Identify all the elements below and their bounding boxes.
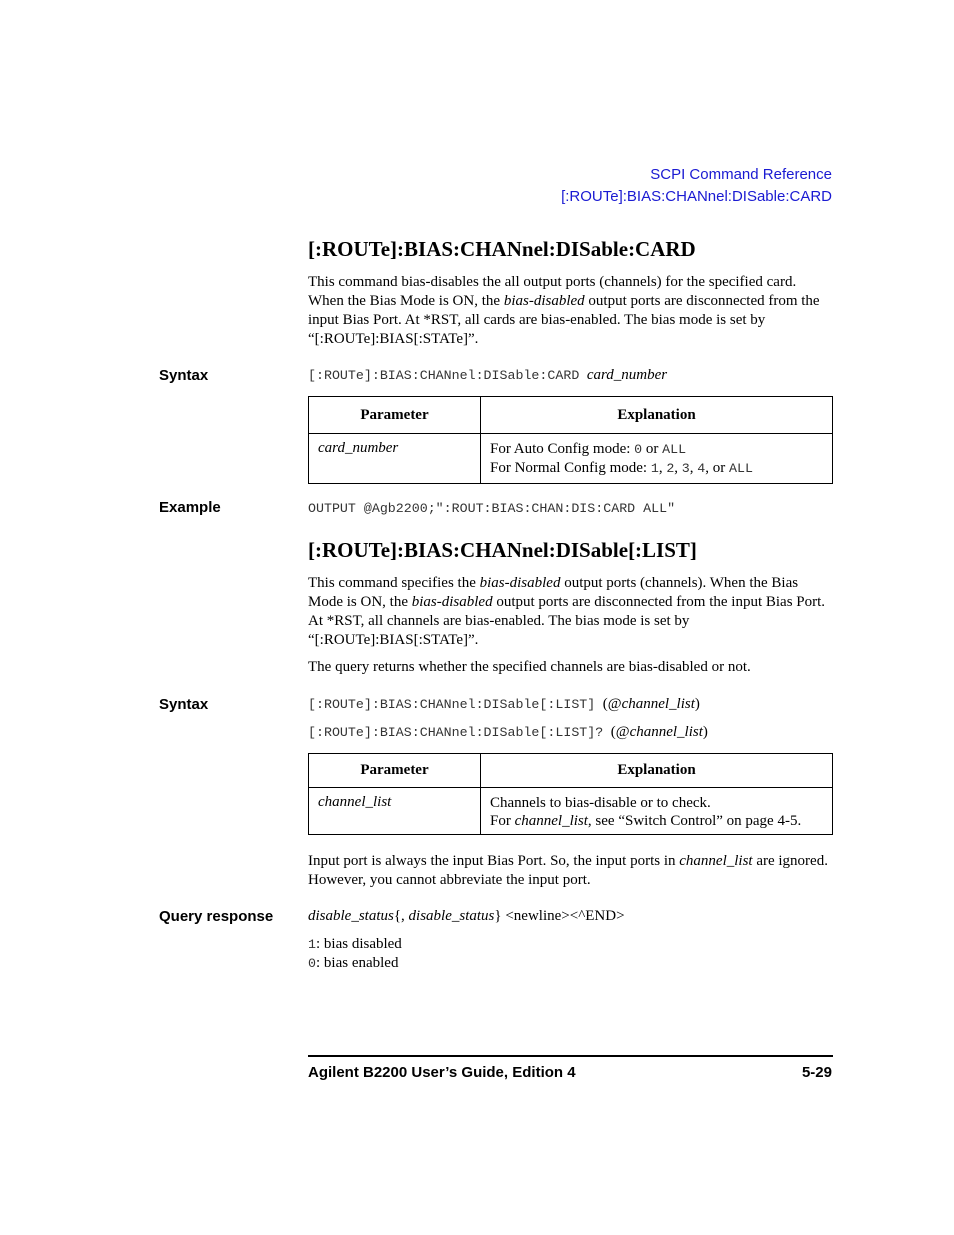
parameter-table-card xyxy=(308,396,833,484)
syntax-label: Syntax xyxy=(159,696,209,713)
footer-title: Agilent B2200 User’s Guide, Edition 4 xyxy=(308,1064,576,1081)
desc-emphasis: bias-disabled xyxy=(479,575,561,591)
text: For Auto Config mode: xyxy=(490,441,635,457)
text-emphasis: disable_status xyxy=(308,908,394,924)
input-port-note xyxy=(308,852,833,890)
table-header-explanation: Explanation xyxy=(481,754,833,788)
table-cell-parameter xyxy=(309,434,481,484)
text: } <newline><^END> xyxy=(494,908,625,924)
text-emphasis: channel_list xyxy=(514,813,588,829)
text: (@ xyxy=(610,724,630,740)
syntax-line-set xyxy=(308,696,700,713)
table-header-explanation: Explanation xyxy=(481,397,833,434)
example-code: OUTPUT @Agb2200;":ROUT:BIAS:CHAN:DIS:CARD ALL" xyxy=(308,501,676,516)
text: , xyxy=(689,460,698,476)
value-code: 1 xyxy=(650,461,659,476)
explanation-line: Channels to bias-disable or to check. xyxy=(490,795,711,811)
text: For xyxy=(490,813,515,829)
syntax-command: [:ROUTe]:BIAS:CHANnel:DISable[:LIST] xyxy=(308,697,596,712)
normal-config-line xyxy=(490,459,823,478)
footer-rule xyxy=(308,1055,833,1057)
desc-emphasis: bias-disabled xyxy=(503,293,585,309)
value-code: 4 xyxy=(697,461,706,476)
text: , xyxy=(658,460,667,476)
running-header-section: SCPI Command Reference xyxy=(650,166,832,183)
query-response-format xyxy=(308,908,625,925)
syntax-command: [:ROUTe]:BIAS:CHANnel:DISable[:LIST]? xyxy=(308,725,604,740)
value-code: 0 xyxy=(634,442,643,457)
text: ) xyxy=(694,696,700,712)
text: , xyxy=(674,460,682,476)
page-number: 5-29 xyxy=(801,1064,832,1081)
text: : bias disabled xyxy=(315,936,402,952)
desc-text: This command specifies the xyxy=(308,575,480,591)
desc-text: output ports are disconnected from the input Bias Port. At *RST, all cards are bias-enabled. The bias mode is set by “[:ROUTe]:BIAS[:STATe]”. xyxy=(308,293,820,347)
section-title-list: [:ROUTe]:BIAS:CHANnel:DISable[:LIST] xyxy=(308,538,697,562)
value-code: 1 xyxy=(308,937,316,952)
section-title-card: [:ROUTe]:BIAS:CHANnel:DISable:CARD xyxy=(308,237,696,261)
value-code: ALL xyxy=(662,442,687,457)
value-code: 2 xyxy=(666,461,675,476)
param-name: card_number xyxy=(318,440,399,456)
syntax-argument: channel_list xyxy=(629,724,703,740)
param-name: channel_list xyxy=(318,794,392,810)
running-header-command: [:ROUTe]:BIAS:CHANnel:DISable:CARD xyxy=(561,188,832,205)
table-header-parameter: Parameter xyxy=(309,754,481,788)
syntax-command: [:ROUTe]:BIAS:CHANnel:DISable:CARD xyxy=(308,368,580,383)
query-response-label: Query response xyxy=(159,908,274,925)
text-emphasis: channel_list xyxy=(679,853,753,869)
desc-emphasis: bias-disabled xyxy=(411,594,493,610)
text: {, xyxy=(393,908,409,924)
parameter-table-list xyxy=(308,753,833,835)
syntax-argument: card_number xyxy=(586,367,668,383)
explanation-line xyxy=(490,812,823,830)
text: Input port is always the input Bias Port. So, the input ports in xyxy=(308,853,680,869)
query-note: The query returns whether the specified channels are bias-disabled or not. xyxy=(308,659,751,675)
desc-text: This command bias-disables the all output ports (channels) for the specified card. When the Bias Mode is ON, the xyxy=(308,274,797,309)
response-disabled xyxy=(308,936,402,953)
desc-text: output ports are disconnected from the input Bias Port. At *RST, all channels are bias-enabled. The bias mode is set by “[:ROUTe]:BIAS[:STATe]”. xyxy=(308,594,826,648)
value-code: 0 xyxy=(308,956,316,971)
response-enabled xyxy=(308,955,398,972)
table-cell-explanation xyxy=(481,434,833,484)
auto-config-line xyxy=(490,440,823,459)
desc-text: output ports (channels). When the Bias Mode is ON, the xyxy=(308,575,799,610)
value-code: 3 xyxy=(681,461,690,476)
example-label: Example xyxy=(159,499,221,516)
section-description-card xyxy=(308,273,833,349)
syntax-line-card xyxy=(308,367,667,384)
text: , see “Switch Control” on page 4-5. xyxy=(587,813,802,829)
text: or xyxy=(642,441,663,457)
text: are ignored. However, you cannot abbreviate the input port. xyxy=(308,853,828,888)
table-cell-parameter xyxy=(309,788,481,835)
text: For Normal Config mode: xyxy=(490,460,651,476)
syntax-line-query xyxy=(308,724,708,741)
table-header-parameter: Parameter xyxy=(309,397,481,434)
syntax-label: Syntax xyxy=(159,367,209,384)
text-emphasis: disable_status xyxy=(408,908,495,924)
text: : bias enabled xyxy=(315,955,399,971)
text: , or xyxy=(705,460,730,476)
value-code: ALL xyxy=(729,461,753,476)
syntax-argument: channel_list xyxy=(621,696,695,712)
section-description-list xyxy=(308,574,833,650)
table-cell-explanation xyxy=(481,788,833,835)
text: (@ xyxy=(602,696,622,712)
text: ) xyxy=(702,724,708,740)
